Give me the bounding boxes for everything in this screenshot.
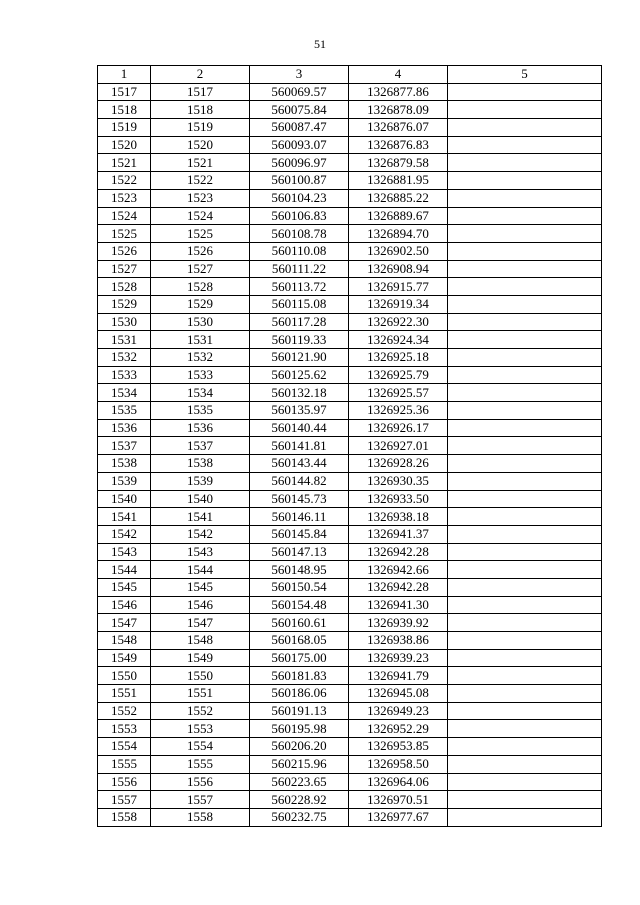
table-cell: 1326925.36: [349, 402, 448, 420]
table-cell: 1326942.28: [349, 543, 448, 561]
table-cell: [448, 225, 602, 243]
table-cell: [448, 596, 602, 614]
table-cell: 1526: [151, 242, 250, 260]
table-cell: 560150.54: [250, 578, 349, 596]
table-cell: 1326922.30: [349, 313, 448, 331]
table-cell: 1532: [98, 349, 151, 367]
table-cell: 1326953.85: [349, 738, 448, 756]
table-cell: 1530: [98, 313, 151, 331]
table-cell: 560096.97: [250, 154, 349, 172]
table-cell: 1533: [98, 366, 151, 384]
table-cell: 560145.84: [250, 525, 349, 543]
table-cell: 1326970.51: [349, 791, 448, 809]
table-cell: [448, 313, 602, 331]
table-cell: 1518: [151, 101, 250, 119]
table-cell: 1540: [98, 490, 151, 508]
table-row: [98, 402, 602, 420]
table-cell: 1519: [151, 119, 250, 137]
table-cell: 560144.82: [250, 472, 349, 490]
table-cell: 560140.44: [250, 419, 349, 437]
table-cell: [448, 437, 602, 455]
table-row: [98, 207, 602, 225]
table-cell: 1326894.70: [349, 225, 448, 243]
table-cell: [448, 578, 602, 596]
table-cell: 560104.23: [250, 189, 349, 207]
table-cell: [448, 242, 602, 260]
table-cell: [448, 738, 602, 756]
table-cell: 1537: [151, 437, 250, 455]
table-row: [98, 349, 602, 367]
table-cell: 1326924.34: [349, 331, 448, 349]
header-cell-1: 1: [98, 66, 151, 84]
table-row: [98, 649, 602, 667]
table-cell: [448, 720, 602, 738]
table-cell: 1539: [151, 472, 250, 490]
table-cell: 1542: [98, 525, 151, 543]
table-row: [98, 331, 602, 349]
table-cell: 1326878.09: [349, 101, 448, 119]
table-cell: 1546: [151, 596, 250, 614]
table-cell: [448, 207, 602, 225]
table-cell: 1537: [98, 437, 151, 455]
table-cell: 560125.62: [250, 366, 349, 384]
table-cell: [448, 119, 602, 137]
table-cell: 560111.22: [250, 260, 349, 278]
table-cell: [448, 667, 602, 685]
header-cell-5: 5: [448, 66, 602, 84]
table-cell: 1326938.18: [349, 508, 448, 526]
table-cell: 1552: [98, 702, 151, 720]
table-cell: [448, 649, 602, 667]
table-row: [98, 313, 602, 331]
table-cell: 560228.92: [250, 791, 349, 809]
table-cell: 1554: [151, 738, 250, 756]
table-cell: 1530: [151, 313, 250, 331]
table-cell: 1528: [151, 278, 250, 296]
table-cell: [448, 384, 602, 402]
table-cell: 1553: [151, 720, 250, 738]
table-header: [98, 66, 602, 84]
table-cell: [448, 189, 602, 207]
table-cell: 1538: [151, 455, 250, 473]
table-cell: 1529: [151, 295, 250, 313]
table-cell: 1326952.29: [349, 720, 448, 738]
table-row: [98, 455, 602, 473]
table-cell: 1526: [98, 242, 151, 260]
table-cell: 1326902.50: [349, 242, 448, 260]
table-row: [98, 242, 602, 260]
table-cell: [448, 366, 602, 384]
table-cell: 1532: [151, 349, 250, 367]
table-cell: 1520: [151, 136, 250, 154]
table-cell: 1326925.57: [349, 384, 448, 402]
table-cell: [448, 349, 602, 367]
page-number: 51: [314, 37, 326, 51]
table-cell: [448, 455, 602, 473]
table-row: [98, 508, 602, 526]
table-cell: 560232.75: [250, 808, 349, 826]
table-row: [98, 720, 602, 738]
table-row: [98, 596, 602, 614]
table-cell: [448, 773, 602, 791]
table-cell: 560186.06: [250, 685, 349, 703]
table-row: [98, 738, 602, 756]
table-row: [98, 136, 602, 154]
table-cell: 1534: [98, 384, 151, 402]
table-cell: 560117.28: [250, 313, 349, 331]
table-cell: [448, 472, 602, 490]
table-cell: 1541: [98, 508, 151, 526]
table-cell: [448, 419, 602, 437]
table-cell: [448, 525, 602, 543]
table-row: [98, 773, 602, 791]
table-cell: 1326879.58: [349, 154, 448, 172]
table-cell: 560119.33: [250, 331, 349, 349]
table-cell: [448, 508, 602, 526]
table-cell: 1548: [151, 632, 250, 650]
table-cell: 560108.78: [250, 225, 349, 243]
table-row: [98, 172, 602, 190]
table-cell: [448, 543, 602, 561]
table-cell: 1551: [151, 685, 250, 703]
table-cell: 1539: [98, 472, 151, 490]
table-cell: 1326938.86: [349, 632, 448, 650]
table-row: [98, 472, 602, 490]
table-row: [98, 791, 602, 809]
table-cell: 560181.83: [250, 667, 349, 685]
table-cell: 560121.90: [250, 349, 349, 367]
table-cell: 1542: [151, 525, 250, 543]
table-cell: 1545: [151, 578, 250, 596]
table-cell: 560191.13: [250, 702, 349, 720]
table-cell: 1326977.67: [349, 808, 448, 826]
table-row: [98, 366, 602, 384]
table-row: [98, 632, 602, 650]
table-cell: 1326927.01: [349, 437, 448, 455]
table-cell: [448, 402, 602, 420]
table-cell: 1326939.23: [349, 649, 448, 667]
table-cell: 560093.07: [250, 136, 349, 154]
table-cell: [448, 702, 602, 720]
table-cell: 1536: [98, 419, 151, 437]
table-cell: 560143.44: [250, 455, 349, 473]
table-row: [98, 384, 602, 402]
table-cell: 1326928.26: [349, 455, 448, 473]
table-cell: [448, 331, 602, 349]
table-cell: 1524: [151, 207, 250, 225]
table-row: [98, 437, 602, 455]
table-cell: 560069.57: [250, 83, 349, 101]
table-cell: 1326941.37: [349, 525, 448, 543]
table-cell: [448, 808, 602, 826]
table-cell: 1521: [98, 154, 151, 172]
table-cell: 1554: [98, 738, 151, 756]
header-cell-4: 4: [349, 66, 448, 84]
table-cell: 1525: [98, 225, 151, 243]
coordinates-table: [97, 65, 602, 827]
table-cell: 1550: [151, 667, 250, 685]
table-cell: 1326939.92: [349, 614, 448, 632]
table-cell: 1555: [151, 755, 250, 773]
table-cell: [448, 278, 602, 296]
table-cell: 1547: [151, 614, 250, 632]
table-cell: 1518: [98, 101, 151, 119]
table-cell: 1557: [151, 791, 250, 809]
table-row: [98, 119, 602, 137]
table-cell: 1538: [98, 455, 151, 473]
table-row: [98, 225, 602, 243]
table-cell: [448, 295, 602, 313]
table-cell: [448, 83, 602, 101]
table-cell: 560168.05: [250, 632, 349, 650]
table-cell: 1326885.22: [349, 189, 448, 207]
table-cell: 1326941.30: [349, 596, 448, 614]
table-cell: 1531: [151, 331, 250, 349]
table-cell: 1545: [98, 578, 151, 596]
table-cell: 560141.81: [250, 437, 349, 455]
table-cell: 560154.48: [250, 596, 349, 614]
table-cell: 1541: [151, 508, 250, 526]
table-cell: 1521: [151, 154, 250, 172]
table-cell: 1543: [98, 543, 151, 561]
table-cell: [448, 101, 602, 119]
table-row: [98, 525, 602, 543]
table-cell: 1520: [98, 136, 151, 154]
header-row: [98, 66, 602, 84]
table-cell: 1533: [151, 366, 250, 384]
table-cell: 560100.87: [250, 172, 349, 190]
table-cell: [448, 260, 602, 278]
table-row: [98, 490, 602, 508]
table-cell: 1522: [98, 172, 151, 190]
table-cell: 1326915.77: [349, 278, 448, 296]
table-cell: 1536: [151, 419, 250, 437]
table-cell: 1527: [151, 260, 250, 278]
table-cell: 1326889.67: [349, 207, 448, 225]
table-cell: 1326964.06: [349, 773, 448, 791]
table-row: [98, 101, 602, 119]
table-cell: [448, 755, 602, 773]
table-cell: 560175.00: [250, 649, 349, 667]
table-cell: 1326942.28: [349, 578, 448, 596]
table-cell: 1326958.50: [349, 755, 448, 773]
table-cell: [448, 490, 602, 508]
table-cell: 1529: [98, 295, 151, 313]
table-cell: 1558: [98, 808, 151, 826]
table-cell: 1535: [151, 402, 250, 420]
table-cell: [448, 632, 602, 650]
table-cell: 560206.20: [250, 738, 349, 756]
table-cell: 560106.83: [250, 207, 349, 225]
table-row: [98, 154, 602, 172]
table-cell: 1551: [98, 685, 151, 703]
table-cell: 560195.98: [250, 720, 349, 738]
table-cell: 1517: [151, 83, 250, 101]
table-row: [98, 295, 602, 313]
table-row: [98, 685, 602, 703]
table-cell: 1547: [98, 614, 151, 632]
table-cell: 1558: [151, 808, 250, 826]
table-cell: 1555: [98, 755, 151, 773]
table-cell: 1326949.23: [349, 702, 448, 720]
table-cell: 1528: [98, 278, 151, 296]
table-cell: 560146.11: [250, 508, 349, 526]
table-cell: [448, 136, 602, 154]
table-cell: 1524: [98, 207, 151, 225]
table-cell: 1523: [151, 189, 250, 207]
table-cell: 1326881.95: [349, 172, 448, 190]
table-cell: 1546: [98, 596, 151, 614]
table-body: [98, 83, 602, 826]
table-cell: 1527: [98, 260, 151, 278]
table-cell: 1326930.35: [349, 472, 448, 490]
table-cell: [448, 791, 602, 809]
table-cell: 1548: [98, 632, 151, 650]
table-cell: 1550: [98, 667, 151, 685]
table-cell: 1557: [98, 791, 151, 809]
header-cell-2: 2: [151, 66, 250, 84]
table-cell: 1556: [151, 773, 250, 791]
table-cell: 1326877.86: [349, 83, 448, 101]
table-cell: 1326876.07: [349, 119, 448, 137]
table-cell: [448, 154, 602, 172]
table-cell: 560087.47: [250, 119, 349, 137]
table-cell: 1523: [98, 189, 151, 207]
table-cell: 560160.61: [250, 614, 349, 632]
table-cell: 1544: [151, 561, 250, 579]
table-cell: 1522: [151, 172, 250, 190]
table-row: [98, 614, 602, 632]
table-row: [98, 667, 602, 685]
table-cell: 560135.97: [250, 402, 349, 420]
table-cell: [448, 561, 602, 579]
table-cell: 1326876.83: [349, 136, 448, 154]
table-cell: 560132.18: [250, 384, 349, 402]
table-cell: 1326945.08: [349, 685, 448, 703]
header-cell-3: 3: [250, 66, 349, 84]
table-cell: 1326908.94: [349, 260, 448, 278]
table-cell: 1544: [98, 561, 151, 579]
table-row: [98, 543, 602, 561]
table-row: [98, 260, 602, 278]
table-row: [98, 578, 602, 596]
table-cell: 1553: [98, 720, 151, 738]
table-row: [98, 808, 602, 826]
table-cell: 1534: [151, 384, 250, 402]
table-cell: 560148.95: [250, 561, 349, 579]
table-cell: 1535: [98, 402, 151, 420]
table-row: [98, 189, 602, 207]
table-cell: [448, 685, 602, 703]
table-cell: 560147.13: [250, 543, 349, 561]
table-cell: 1556: [98, 773, 151, 791]
table-cell: 560075.84: [250, 101, 349, 119]
table-cell: 1517: [98, 83, 151, 101]
table-cell: 1326925.79: [349, 366, 448, 384]
table-cell: 560110.08: [250, 242, 349, 260]
table-cell: 1326919.34: [349, 295, 448, 313]
table-row: [98, 419, 602, 437]
table-row: [98, 755, 602, 773]
table-cell: 1549: [98, 649, 151, 667]
table-row: [98, 83, 602, 101]
table-cell: 1552: [151, 702, 250, 720]
table-cell: 1519: [98, 119, 151, 137]
table-cell: 1326926.17: [349, 419, 448, 437]
table-cell: 560223.65: [250, 773, 349, 791]
table-cell: 560215.96: [250, 755, 349, 773]
table-row: [98, 278, 602, 296]
table-cell: 1543: [151, 543, 250, 561]
table-cell: 1540: [151, 490, 250, 508]
table-cell: 1326933.50: [349, 490, 448, 508]
table-row: [98, 561, 602, 579]
table-cell: [448, 172, 602, 190]
table-cell: 560113.72: [250, 278, 349, 296]
table-cell: 1531: [98, 331, 151, 349]
table-cell: 560145.73: [250, 490, 349, 508]
table-cell: 1326941.79: [349, 667, 448, 685]
table-cell: 1549: [151, 649, 250, 667]
table-cell: 1326925.18: [349, 349, 448, 367]
table-cell: 560115.08: [250, 295, 349, 313]
table-cell: [448, 614, 602, 632]
table-cell: 1525: [151, 225, 250, 243]
table-row: [98, 702, 602, 720]
table-cell: 1326942.66: [349, 561, 448, 579]
